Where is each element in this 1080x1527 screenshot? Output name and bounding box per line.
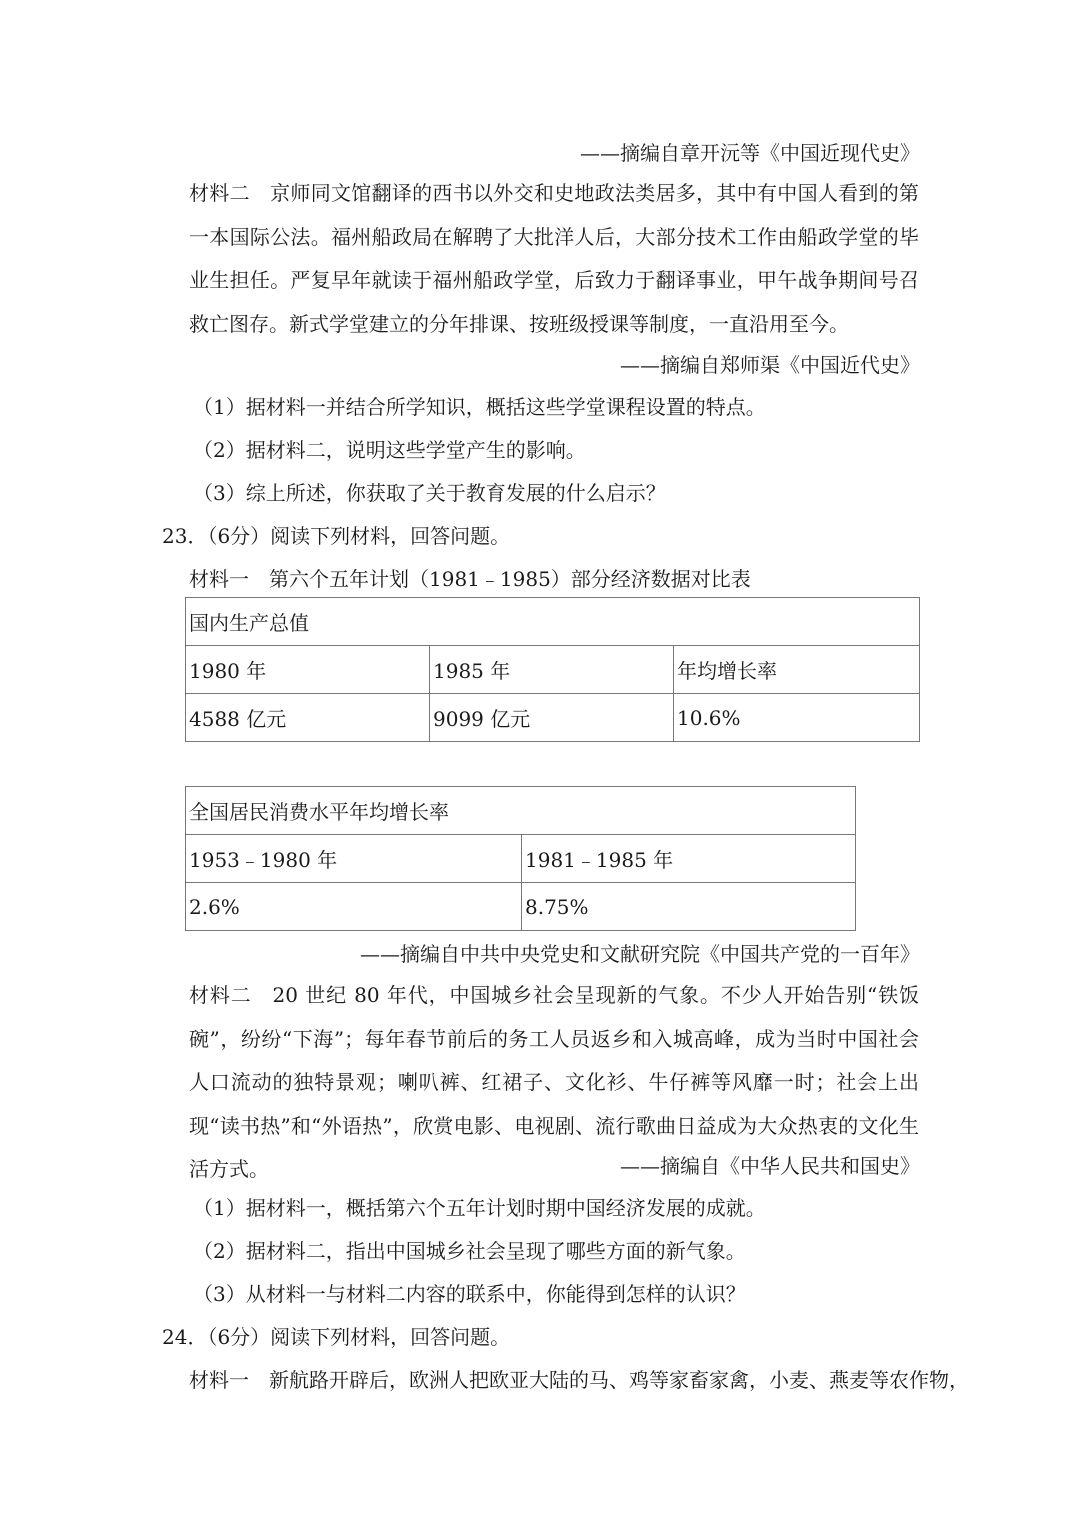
q23-material-2: 材料二 20 世纪 80 年代，中国城乡社会呈现新的气象。不少人开始告别“铁饭碗”，纷纷“下海”；每年春节前后的务工人员返乡和入城高峰，成为当时中国社会人口流动的独特景观；喇叭裤、红裙子、文化衫、牛仔裤等风靡一时；社会上出现“读书热”和“外语热”，欣赏电影、电视剧、流行歌曲日益成为大众热衷的文化生活方式。 [189,983,919,1181]
table-row [186,787,856,835]
q22-subquestion-1: （1）据材料一并结合所学知识，概括这些学堂课程设置的特点。 [193,395,766,419]
table-row [186,646,920,694]
table-header-cell: 1980 年 [186,646,430,694]
table-cell: 9099 亿元 [430,694,674,742]
gdp-table-title: 国内生产总值 [186,598,920,646]
consumption-table-title: 全国居民消费水平年均增长率 [186,787,856,835]
table-cell: 10.6% [674,694,920,742]
consumption-table [185,786,856,931]
table-cell: 8.75% [522,883,856,931]
table-row [186,694,920,742]
q23-subquestion-3: （3）从材料一与材料二内容的联系中，你能得到怎样的认识？ [193,1282,746,1306]
q23-subquestion-1: （1）据材料一，概括第六个五年计划时期中国经济发展的成就。 [193,1196,766,1220]
table-header-cell: 年均增长率 [674,646,920,694]
table-row [186,598,920,646]
source-citation-1: ——摘编自章开沅等《中国近现代史》 [580,141,920,165]
source-citation-4: ——摘编自《中华人民共和国史》 [620,1154,920,1178]
table-row [186,883,856,931]
table-header-cell: 1953﹣1980 年 [186,835,522,883]
table-row [186,835,856,883]
table-cell: 2.6% [186,883,522,931]
gdp-table [185,597,920,742]
source-citation-2: ——摘编自郑师渠《中国近代史》 [620,353,920,377]
q22-subquestion-2: （2）据材料二，说明这些学堂产生的影响。 [193,438,586,462]
q24-material-1: 材料一 新航路开辟后，欧洲人把欧亚大陆的马、鸡等家畜家禽，小麦、燕麦等农作物， [189,1368,969,1392]
table-header-cell: 1985 年 [430,646,674,694]
q22-material-2: 材料二 京师同文馆翻译的西书以外交和史地政法类居多，其中有中国人看到的第一本国际公法。福州船政局在解聘了大批洋人后，大部分技术工作由船政学堂的毕业生担任。严复早年就读于福州船政学堂，后致力于翻译事业，甲午战争期间号召救亡图存。新式学堂建立的分年排课、按班级授课等制度，一直沿用至今。 [189,181,919,336]
q23-heading: 23．（6分）阅读下列材料，回答问题。 [162,524,511,548]
source-citation-3: ——摘编自中共中央党史和文献研究院《中国共产党的一百年》 [360,942,920,966]
q23-subquestion-2: （2）据材料二，指出中国城乡社会呈现了哪些方面的新气象。 [193,1239,746,1263]
q24-heading: 24．（6分）阅读下列材料，回答问题。 [162,1325,511,1349]
table-cell: 4588 亿元 [186,694,430,742]
table-header-cell: 1981﹣1985 年 [522,835,856,883]
q23-material-1-title: 材料一 第六个五年计划（1981﹣1985）部分经济数据对比表 [189,567,751,591]
q22-subquestion-3: （3）综上所述，你获取了关于教育发展的什么启示？ [193,481,666,505]
